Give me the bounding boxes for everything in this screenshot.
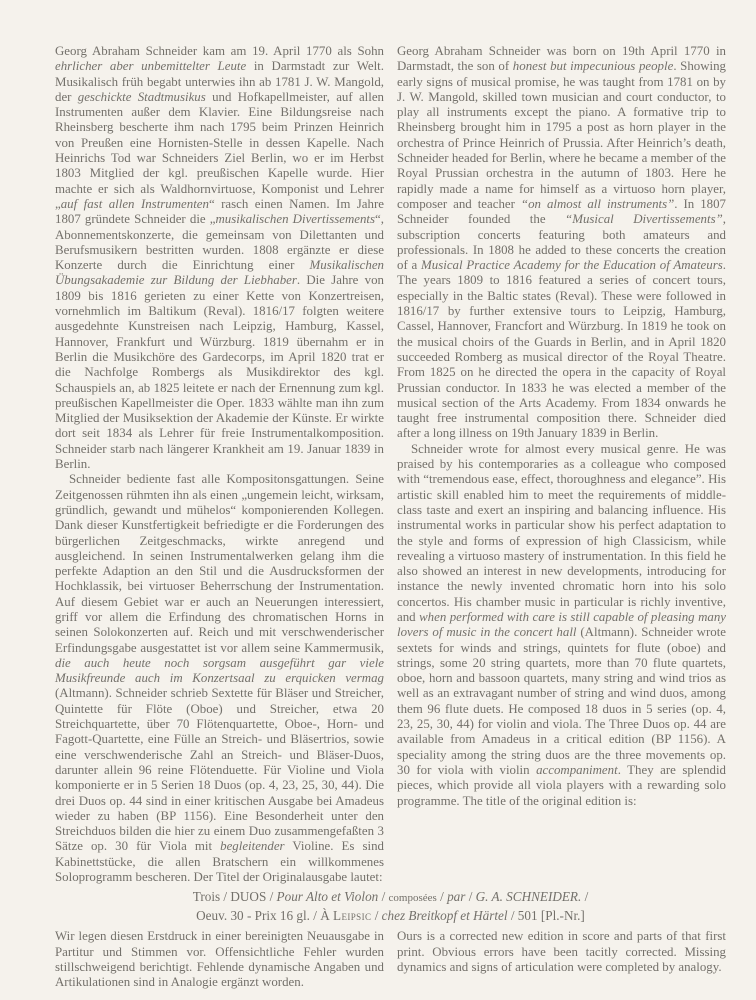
german-note-paragraph: Wir legen diesen Erstdruck in einer bereinigten Neuausgabe in Partitur und Stimmen vor. Offensichtliche Fehler wurden stillschweigend berichtigt. Fehlende dynamische Angaben und Artikulationen sind in Analogie ergänzt worden. bbox=[55, 929, 384, 990]
german-paragraph-biography: Georg Abraham Schneider kam am 19. April 1770 als Sohn ehrlicher aber unbemittelter Leute in Darmstadt zur Welt. Musikalisch früh begabt unterwies ihn ab 1781 J. W. Mangold, der geschickte Stadtmusikus und Hofkapellmeister, auf allen Instrumenten außer dem Klavier. Eine Bildungsreise nach Rheinsberg bescherte ihm nach 1795 beim Prinzen Heinrich von Preußen eine Hornisten-Stelle in dessen Kapelle. Nach Heinrichs Tod war Schneiders Ziel Berlin, wo er im Herbst 1803 Mitglied der kgl. preußischen Kapelle wurde. Hier machte er sich als Waldhornvirtuose, Komponist und Lehrer „auf fast allen Instrumenten“ rasch einen Namen. Im Jahre 1807 gründete Schneider die „musikalischen Divertissements“, Abonnementskonzerte, die gemeinsam von Dilettanten und Berufsmusikern bestritten wurden. 1808 ergänzte er diese Konzerte durch die Einrichtung einer Musikalischen Übungsakademie zur Bildung der Liebhaber. Die Jahre von 1809 bis 1816 gerieten zu einer Kette von Konzertreisen, vornehmlich im Baltikum (Reval). 1816/17 folgten weitere ausgedehnte Kunstreisen nach Leipzig, Hamburg, Kassel, Hannover, Frankfurt und Würzburg. 1819 übernahm er in Berlin die Musikchöre des Gardecorps, im April 1820 trat er die Nachfolge Rombergs als Musikdirektor des kgl. Schauspiels an, ab 1825 leitete er nach der Ernennung zum kgl. preußischen Kapellmeister die Oper. 1833 wählte man ihn zum Mitglied der Musiksektion der Akademie der Künste. Er wirkte dort seit 1834 als Lehrer für freie Instrumentalkomposition. Schneider starb nach längerer Krankheit am 19. Januar 1839 in Berlin. bbox=[55, 44, 385, 472]
german-edition-note bbox=[55, 929, 384, 990]
german-paragraph-works: Schneider bediente fast alle Kompositonsgattungen. Seine Zeitgenossen rühmten ihn als einen „ungemein leicht, wirksam, gründlich, gewandt und mühelos“ komponierenden Kollegen. Dank dieser Kunstfertigkeit befriedigte er die Forderungen des bürgerlichen Zeitgeschmacks, wirkte anregend und ausgleichend. In seinen Instrumentalwerken gelang ihm die perfekte Adaption an den Stil und die Ausdrucksformen der Hochklassik, bei virtuoser Beherrschung der Instrumentation. Auf diesem Gebiet war er auch an Neuerungen interessiert, griff vor allem die Erfindung des chromatischen Horns in seinen Solokonzerten auf. Reich und mit verschwenderischer Erfindungsgabe ausgestattet ist vor allem seine Kammermusik, die auch heute noch sorgsam ausgeführt gar viele Musikfreunde auch im Konzertsaal zu erquicken vermag (Altmann). Schneider schrieb Sextette für Bläser und Streicher, Quintette für Flöte (Oboe) und Streicher, etwa 20 Streichquartette, über 70 Flötenquartette, Oboe-, Horn- und Fagott-Quartette, eine Fülle an Streich- und Bläsertrios, sowie eine verschwenderische Zahl an Streich- und Bläser-Duos, darunter allein 96 reine Flötenduette. Für Violine und Viola komponierte er in 5 Serien 18 Duos (op. 4, 23, 25, 30, 44). Die drei Duos op. 44 sind in einer kritischen Ausgabe bei Amadeus wieder zu haben (BP 1156). Eine Besonderheit unter den Streichduos bilden die hier zu einem Duo zusammengefaßten 3 Sätze op. 30 für Viola mit begleitender Violine. Es sind Kabinettstücke, die allen Bratschern ein willkommenes Soloprogramm bescheren. Der Titel der Originalausgabe lautet: bbox=[55, 472, 384, 885]
english-note-paragraph: Ours is a corrected new edition in score and parts of that first print. Obvious errors have been tacitly corrected. Missing dynamics and signs of articulation were completed by analogy. bbox=[397, 929, 726, 974]
text-columns bbox=[55, 44, 726, 885]
edition-notes bbox=[55, 929, 726, 990]
english-text-column bbox=[397, 44, 726, 809]
english-edition-note bbox=[397, 929, 726, 975]
english-paragraph-biography: Georg Abraham Schneider was born on 19th April 1770 in Darmstadt, the son of honest but impecunious people. Showing early signs of musical promise, he was taught from 1781 on by J. W. Mangold, skilled town musician and court conductor, to play all instruments except the piano. A formative trip to Rheinsberg brought him in 1795 a post as horn player in the orchestra of Prince Heinrich of Prussia. After Heinrich’s death, Schneider headed for Berlin, where he became a member of the Royal Prussian orchestra in the autumn of 1803. Here he rapidly made a name for himself as a virtuoso horn player, composer and teacher “on almost all instruments”. In 1807 Schneider founded the “Musical Divertissements”, subscription concerts featuring both amateurs and professionals. In 1808 he added to these concerts the creation of a Musical Practice Academy for the Education of Amateurs. The years 1809 to 1816 featured a series of concert tours, especially in the Baltic states (Reval). These were followed in 1816/17 by further extensive tours to Leipzig, Hamburg, Cassel, Hannover, Francfort and Würzburg. In 1819 he took on the musical choirs of the Guards in Berlin, and in April 1820 succeeded Romberg as musical director of the Royal Theatre. From 1825 on he directed the opera in the capacity of Royal Prussian conductor. In 1833 he was elected a member of the musical section of the Arts Academy. From 1834 onwards he taught free instrumental composition there. Schneider died after a long illness on 19th January 1839 in Berlin. bbox=[397, 44, 727, 441]
english-paragraph-works: Schneider wrote for almost every musical genre. He was praised by his contemporaries as a colleague who composed with “tremendous ease, effect, thoroughness and elegance”. His artistic skill enabled him to meet the requirements of middle-class taste and exert an inspiring and balancing influence. His instrumental works in particular show his perfect adaptation to the style and forms of expression of high Classicism, while revealing a virtuoso mastery of instrumentation. In this field he also showed an interest in new developments, introducing for instance the newly invented chromatic horn into his solo concertos. His chamber music in particular is richly inventive, and when performed with care is still capable of pleasing many lovers of music in the concert hall (Altmann). Schneider wrote sextets for winds and strings, quintets for flute (oboe) and strings, some 20 string quartets, more than 70 flute quartets, oboe, horn and bassoon quartets, many string and wind trios as well as an extravagant number of string and wind duos, among them 96 flute duets. He composed 18 duos in 5 series (op. 4, 23, 25, 30, 44) for violin and viola. The Three Duos op. 44 are available from Amadeus in a critical edition (BP 1156). A speciality among the string duos are the three movements op. 30 for viola with violin accompaniment. They are splendid pieces, which provide all viola players with a rewarding solo programme. The title of the original edition is: bbox=[397, 441, 726, 808]
original-edition-title bbox=[55, 888, 726, 924]
title-line-1: Trois / DUOS / Pour Alto et Violon / composées / par / G. A. SCHNEIDER. / bbox=[192, 889, 589, 905]
german-text-column bbox=[55, 44, 384, 885]
title-line-2: Oeuv. 30 - Prix 16 gl. / À Leipsic / chez Breitkopf et Härtel / 501 [Pl.-Nr.] bbox=[196, 908, 585, 924]
